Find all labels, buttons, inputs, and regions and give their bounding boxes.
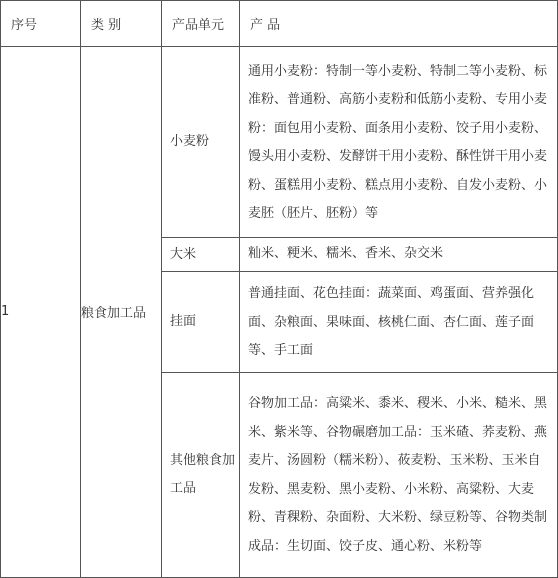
header-category: 类 别 [81,1,162,47]
header-unit: 产品单元 [162,1,240,47]
row-category: 粮食加工品 [81,47,162,578]
table-row [1,47,558,238]
unit-products: 籼米、粳米、糯米、香米、杂交米 [240,238,558,272]
unit-products: 谷物加工品：高粱米、黍米、稷米、小米、糙米、黑米、紫米等、谷物碾磨加工品：玉米碴、荞麦粉、燕麦片、汤圆粉（糯米粉）、莜麦粉、玉米粉、玉米自发粉、黑麦粉、黑小麦粉、小米粉、高粱粉、大麦粉、青稞粉、杂面粉、大米粉、绿豆粉等、谷物类制成品：生切面、饺子皮、通心粉、米粉等 [240,372,558,577]
unit-products: 通用小麦粉：特制一等小麦粉、特制二等小麦粉、标准粉、普通粉、高筋小麦粉和低筋小麦粉、专用小麦粉：面包用小麦粉、面条用小麦粉、饺子用小麦粉、馒头用小麦粉、发酵饼干用小麦粉、酥性饼干用小麦粉、蛋糕用小麦粉、糕点用小麦粉、自发小麦粉、小麦胚（胚片、胚粉）等 [240,47,558,238]
unit-name: 大米 [162,238,240,272]
row-number: 1 [1,47,81,578]
unit-name: 其他粮食加工品 [162,372,240,577]
header-row [1,1,558,47]
header-product: 产 品 [240,1,558,47]
unit-name: 小麦粉 [162,47,240,238]
unit-name: 挂面 [162,272,240,373]
unit-products: 普通挂面、花色挂面：蔬菜面、鸡蛋面、营养强化面、杂粮面、果味面、核桃仁面、杏仁面、莲子面等、手工面 [240,272,558,373]
header-no: 序号 [1,1,81,47]
